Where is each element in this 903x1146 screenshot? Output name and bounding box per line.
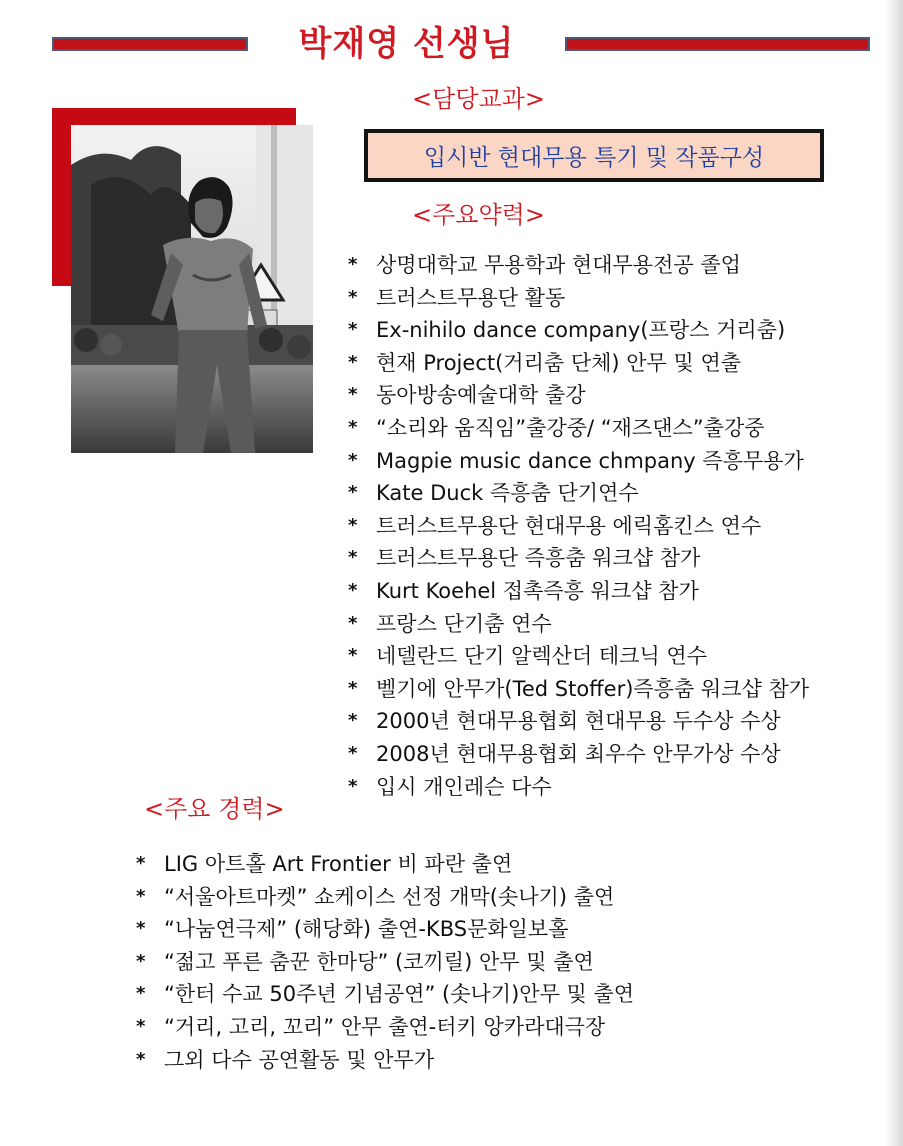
career-text: LIG 아트홀 Art Frontier 비 파란 출연 — [164, 852, 513, 876]
career-item — [136, 1044, 736, 1077]
achievement-text: 동아방송예술대학 출강 — [376, 383, 586, 408]
bullet: * — [136, 1048, 146, 1070]
bullet: * — [136, 918, 146, 940]
achievement-item — [348, 640, 868, 673]
bullet: * — [136, 853, 146, 874]
page-title: 박재영 선생님 — [298, 24, 515, 64]
bullet: * — [348, 254, 358, 275]
achievement-text: 벨기에 안무가(Ted Stoffer)즉흥춤 워크샵 참가 — [376, 676, 810, 701]
career-text: “젊고 푸른 춤꾼 한마당” (코끼릴) 안무 및 출연 — [164, 949, 594, 974]
achievement-item — [348, 673, 868, 706]
bullet: * — [136, 983, 146, 1005]
bullet: * — [136, 1015, 146, 1037]
achievement-item — [348, 575, 868, 608]
achievement-item — [348, 379, 868, 412]
bullet: * — [348, 449, 358, 471]
career-text: 그외 다수 공연활동 및 안무가 — [164, 1047, 435, 1072]
career-list — [136, 848, 736, 1076]
career-text: “한터 수교 50주년 기념공연” (솟나기)안무 및 출연 — [164, 982, 635, 1007]
career-text: “서울아트마켓” 쇼케이스 선정 개막(솟나기) 출연 — [164, 884, 615, 909]
bullet: * — [348, 416, 358, 438]
career-text: “나눔연극제” (해당화) 출연-KBS문화일보홀 — [164, 917, 569, 942]
bullet: * — [348, 710, 358, 732]
bullet: * — [348, 514, 358, 536]
career-item — [136, 946, 736, 979]
bullet: * — [348, 384, 358, 406]
achievement-item — [348, 282, 868, 315]
title-bar-left — [52, 37, 248, 51]
career-item — [136, 848, 736, 881]
subject-heading: <담당교과> — [412, 85, 545, 113]
achievements-list — [348, 249, 868, 803]
achievement-text: 상명대학교 무용학과 현대무용전공 졸업 — [376, 253, 741, 277]
achievement-item — [348, 314, 868, 347]
achievement-text: 현재 Project(거리춤 단체) 안무 및 연출 — [376, 350, 742, 375]
achievement-text: Ex-nihilo dance company(프랑스 거리춤) — [376, 318, 786, 343]
career-text: “거리, 고리, 꼬리” 안무 출연-터키 앙카라대극장 — [164, 1014, 606, 1039]
achievement-item — [348, 249, 868, 282]
achievement-text: “소리와 움직임”출강중/ “재즈댄스”출강중 — [376, 415, 765, 440]
career-item — [136, 913, 736, 946]
bullet: * — [348, 319, 358, 341]
bullet: * — [348, 547, 358, 569]
bullet: * — [348, 677, 358, 699]
achievement-item — [348, 705, 868, 738]
achievement-text: Kate Duck 즉흥춤 단기연수 — [376, 481, 639, 506]
achievement-item — [348, 510, 868, 543]
achievement-text: 트러스트무용단 현대무용 에릭홈킨스 연수 — [376, 513, 762, 538]
achievement-text: Kurt Koehel 접촉즉흥 워크샵 참가 — [376, 578, 699, 603]
career-heading: <주요 경력> — [144, 795, 285, 823]
subject-box — [364, 129, 824, 182]
achievement-item — [348, 477, 868, 510]
achievement-item — [348, 608, 868, 641]
title-bar-right — [565, 37, 870, 51]
bullet: * — [348, 612, 358, 634]
bullet: * — [348, 286, 358, 308]
achievement-item — [348, 347, 868, 380]
career-item — [136, 881, 736, 914]
teacher-photo — [71, 125, 313, 453]
achievement-item — [348, 542, 868, 575]
bullet: * — [136, 885, 146, 907]
photo-frame-left — [52, 108, 73, 286]
achievement-text: 트러스트무용단 즉흥춤 워크샵 참가 — [376, 546, 701, 571]
bullet: * — [348, 775, 358, 797]
achievement-item — [348, 412, 868, 445]
achievements-heading: <주요약력> — [412, 201, 545, 229]
bullet: * — [348, 482, 358, 504]
bullet: * — [348, 351, 358, 373]
achievement-text: 입시 개인레슨 다수 — [376, 774, 552, 799]
achievement-item — [348, 738, 868, 771]
bullet: * — [136, 950, 146, 972]
achievement-text: 네델란드 단기 알렉산더 테크닉 연수 — [376, 644, 707, 669]
achievement-text: 프랑스 단기춤 연수 — [376, 611, 552, 636]
bullet: * — [348, 579, 358, 601]
bullet: * — [348, 742, 358, 764]
achievement-text: Magpie music dance chmpany 즉흥무용가 — [376, 448, 804, 473]
career-item — [136, 1011, 736, 1044]
achievement-text: 트러스트무용단 활동 — [376, 285, 566, 310]
achievement-text: 2000년 현대무용협회 현대무용 두수상 수상 — [376, 709, 781, 734]
career-item — [136, 978, 736, 1011]
bullet: * — [348, 645, 358, 667]
achievement-item — [348, 771, 868, 804]
subject-value: 입시반 현대무용 특기 및 작품구성 — [423, 145, 765, 171]
achievement-text: 2008년 현대무용협회 최우수 안무가상 수상 — [376, 741, 781, 766]
achievement-item — [348, 445, 868, 478]
page-edge — [885, 0, 903, 1146]
